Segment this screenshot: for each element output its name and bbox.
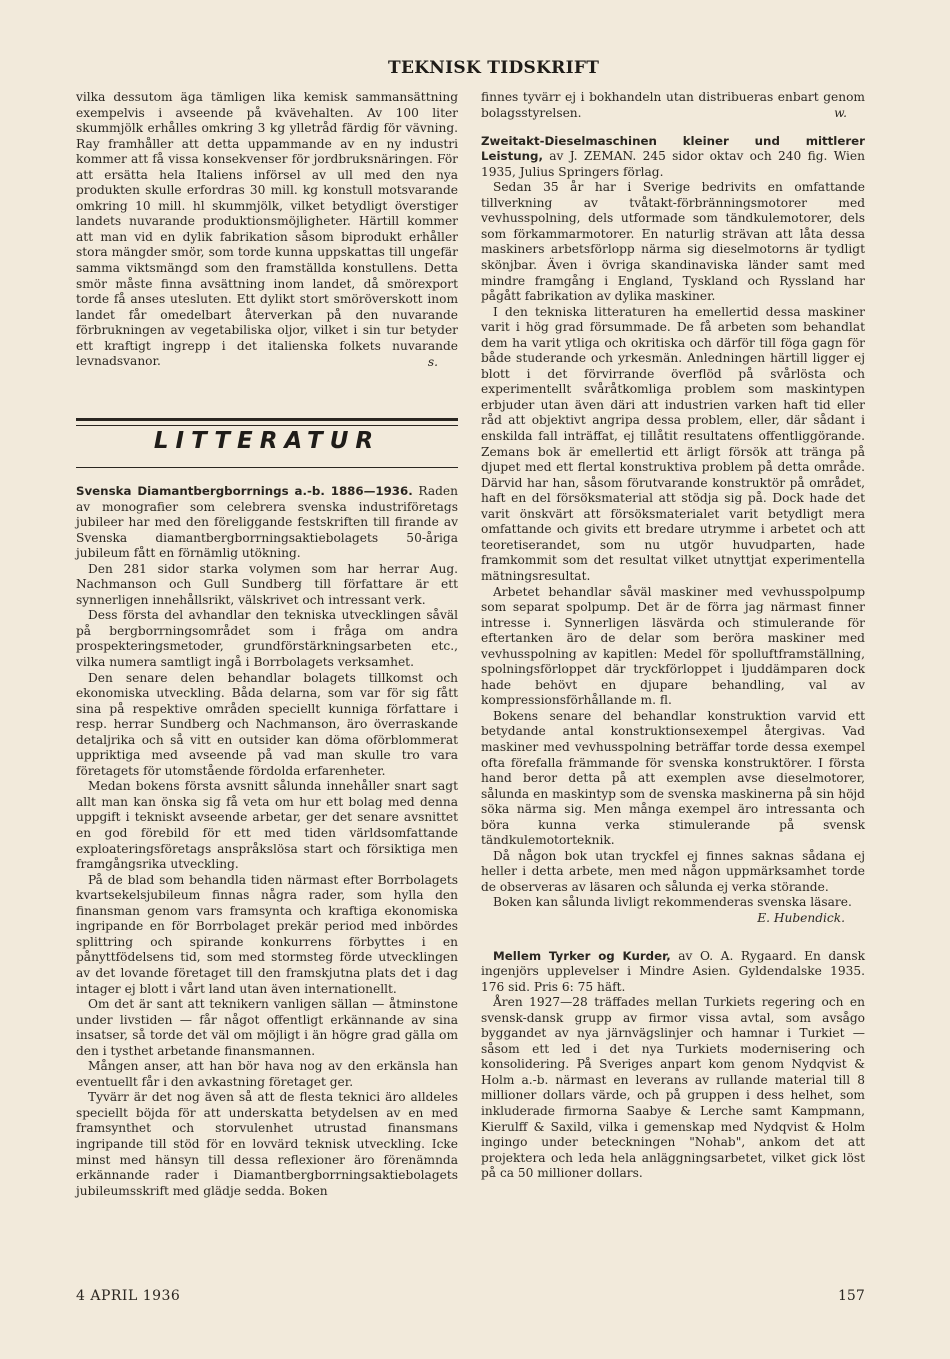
review2-lead: av J. ZEMAN. 245 sidor oktav och 240 fig. Wien 1935, Julius Springers förlag.: [481, 149, 865, 179]
intro-paragraph: vilka dessutom äga tämligen lika kemisk sammansättning exempelvis i avseende på kvävehalten. Av 100 liter skummjölk erhålles omkring 3 kg ylletråd färdig för vävning. Ray framhåller att detta uppammande av en ny industri kommer att få vissa konsekvenser för jordbruksnäringen. För att ersätta hela Italiens införsel av ull med den nya produkten skulle erfordras 30 mill. kg konstull motsvarande omkring 10 mill. hl skummjölk, vilket betydligt överstiger landets nuvarande produktionsmöjligheter. Härtill kommer att man vid en dylik fabrikation såsom biprodukt erhåller stora mängder smör, som torde kunna uppskattas till ungefär samma viktsmängd som den framställda konstullens. Detta smör måste finna avsättning inom landet, då smörexport torde få anses utesluten. Ett dylikt stort smöröverskott inom landet får omedelbart återverkan på den nuvarande förbrukningen av vegetabiliska oljor, vilket i sin tur betyder ett kraftigt ingrepp i det italienska folkets nuvarande levnadsvanor.: [76, 90, 458, 369]
continuation-signature: w.: [834, 106, 847, 121]
review2-paragraph: I den tekniska litteraturen ha emellertid dessa maskiner varit i hög grad försummade. De få arbeten som behandlat dem ha varit ytliga och okritiska och därför till föga gagn för både studerande och yrkesmän. Anledningen härtill ligger ej blott i det förvirrande överflöd på svårlösta och experimentellt svåråtkomliga problem som maskintypen erbjuder utan även däri att industrien varken haft tid eller råd att objektivt angripa dessa problem, eller, där sådant i enskilda fall inträffat, ej tillåtit resultatens offentliggörande. Zemans bok är emellertid ett ärligt försök att tränga på djupet med ett flertal konstruktiva problem på detta område. Därvid har han, såsom förutvarande konstruktör på området, haft en del försöksmaterial att stödja sig på. Dock hade det varit önskvärt att försöksmaterialet varit betydligt mera omfattande och givits ett bredare utrymme i arbetet och att teoretiserandet, som nu utgör huvudparten, hade framkommit som det resultat vilket utnyttjat experimentella mätningsresultat.: [481, 304, 865, 583]
review1-paragraph: Medan bokens första avsnitt sålunda innehåller snart sagt allt man kan önska sig få veta om hur ett bolag med denna uppgift i tekniskt avseende arbetar, ger det senare avsnittet en god förebild för ett med tiden världsomfattande exploateringsföretags anspråkslösa start och försiktiga men framgångsrika utveckling.: [76, 779, 458, 872]
review2-last: Boken kan sålunda livligt rekommenderas svenska läsare.: [493, 895, 852, 910]
review2-paragraph: Arbetet behandlar såväl maskiner med vevhusspolpump som separat spolpump. Det är de förra jag närmast finner intresse i. Synnerligen läsvärda och stimulerande för eftertanken äro de delar som beröra maskiner med vevhusspolning av kapitlen: Medel för spolluftframställning, spolningsförloppet där tryckförloppet i ljuddämparen dock hade behövt en djupare behandling, val av kompressionsförhållande m. fl.: [481, 584, 865, 708]
review1-paragraph: Den senare delen behandlar bolagets tillkomst och ekonomiska utveckling. Båda delarna, som var för sig fått sina på respektive områden speciellt kunniga författare i resp. herrar Sundberg och Nachmanson, äro överraskande detaljrika och så vitt en outsider kan döma oförblommerat uppriktiga med avseende på vad man skulle tro vara företagets för utomstående fördolda erfarenheter.: [76, 670, 458, 778]
review2-title: Zweitakt-Dieselmaschinen kleiner und mittlerer Leistung,: [481, 133, 865, 164]
review2-closing: [481, 895, 865, 911]
review2-paragraph: Sedan 35 år har i Sverige bedrivits en omfattande tillverkning av tvåtakt-förbränningsmotorer med vevhusspolning, dels utformade som tändkulemotorer, dels som förkammarmotorer. En naturlig strävan att låta dessa maskiners arbetsförlopp närma sig dieselmotorns är tydligt skönjbar. Även i övriga skandinaviska länder samt med mindre framgång i England, Tyskland och Ryssland har pågått fabrikation av dylika maskiner.: [481, 180, 865, 304]
footer-page-number: 157: [838, 1288, 865, 1304]
right-column: [481, 90, 865, 1182]
review1-paragraph: Om det är sant att teknikern vanligen sällan — åtminstone under livstiden — får något offentligt erkännande av sina insatser, så torde det väl om möjligt i än högre grad gälla om den i tysthet arbetande finansmannen.: [76, 997, 458, 1058]
review2-heading: [481, 134, 865, 181]
section-rule-bottom: [76, 467, 458, 468]
review3-paragraph: Åren 1927—28 träffades mellan Turkiets regering och en svensk-dansk grupp av firmor vissa avtal, som avsågo byggandet av nya järnvägslinjer och hamnar i Turkiet — såsom ett led i det nya Turkiets modernisering och konsolidering. På Sveriges anpart kom genom Nydqvist & Holm a.-b. närmast en leverans av rullande material till 8 millioner dollars värde, och på gruppen i dess helhet, som inkluderade firmorna Saabye & Lerche samt Kampmann, Kierulff & Saxild, vilka i gemenskap med Nydqvist & Holm ingingo under beteckningen "Nohab", ankom det att projektera och leda hela anläggningsarbetet, vilket gick löst på ca 50 millioner dollars.: [481, 995, 865, 1181]
review1-paragraph: Dess första del avhandlar den tekniska utvecklingen såväl på bergborrningsområdet som i fråga om andra prospekteringsmetoder, grundförstärkningsarbeten etc., vilka numera samtligt ingå i Borrbolagets verksamhet.: [76, 608, 458, 670]
spacer: [481, 122, 865, 134]
review1-paragraph: Mången anser, att han bör hava nog av den erkänsla han eventuellt får i den avkastning företaget ger.: [76, 1059, 458, 1089]
footer-date: 4 APRIL 1936: [76, 1288, 181, 1304]
spacer: [481, 927, 865, 949]
section-title: LITTERATUR: [153, 428, 381, 454]
section-rule-top: [76, 418, 458, 426]
review3-heading: [481, 949, 865, 996]
review1-paragraph: På de blad som behandla tiden närmast efter Borrbolagets kvartsekelsjubileum finnas några rader, som hylla den finansman genom vars framsynta och kraftiga ekonomiska ingripande en för Borrbolaget prekär period med inbördes splittring och spirande konkurrens förbyttes i en pånyttfödelsens tid, som med stormsteg förde utvecklingen av det lovande företaget till den framskjutna plats det i dag intager ej blott i vårt land utan även internationellt.: [76, 872, 458, 996]
review2-paragraph: Då någon bok utan tryckfel ej finnes saknas sådana ej heller i detta arbete, men med någon uppmärksamhet torde de observeras av läsaren och sålunda ej verka störande.: [481, 848, 865, 894]
intro-signature: s.: [427, 354, 438, 369]
review3-lead: av O. A. Rygaard. En dansk ingenjörs upplevelser i Mindre Asien. Gyldendalske 1935. 176 sid. Pris 6: 75 häft.: [481, 948, 865, 994]
review1-heading: [76, 484, 458, 562]
review3-title: Mellem Tyrker og Kurder,: [493, 948, 671, 963]
left-column: [76, 90, 458, 370]
review2-paragraph: Bokens senare del behandlar konstruktion varvid ett betydande antal konstruktionsexempel återgivas. Vad maskiner med vevhusspolning beträffar torde dessa exempel ofta förefalla främmande för svenska konstruktörer. I första hand beror detta på att exemplen avse dieselmotorer, sålunda en maskintyp som de svenska maskinerna på sin höjd söka närma sig. Men många exempel äro intressanta och böra kunna verka stimulerande på svensk tändkulemotorteknik.: [481, 708, 865, 848]
journal-header: TEKNISK TIDSKRIFT: [388, 58, 600, 78]
continuation-text: finnes tyvärr ej i bokhandeln utan distribueras enbart genom bolagsstyrelsen.: [481, 90, 865, 120]
review2-signature: E. Hubendick.: [757, 910, 845, 925]
review1-paragraph: Tyvärr är det nog även så att de flesta teknici äro alldeles speciellt böjda för att underskatta betydelsen av en med framsynthet och storvulenhet utrustad finansmans ingripande till stöd för en lovvärd teknisk utveckling. Icke minst med hänsyn till dessa reflexioner äro förenämnda erkännande rader i Diamantbergborrningsaktiebolagets jubileumsskrift med glädje sedda. Boken: [76, 1090, 458, 1198]
review1-title: Svenska Diamantbergborrnings a.-b. 1886—1936.: [76, 484, 413, 498]
left-column-reviews: [76, 484, 458, 1199]
continuation: [481, 90, 865, 121]
review1-lead: Raden av monografier som celebrera svenska industriföretags jubileer har med den föreliggande festskriften till firande av Svenska diamantbergborrningsaktiebolagets 50-åriga jubileum fått en förnämlig utökning.: [76, 484, 458, 561]
review1-paragraph: Den 281 sidor starka volymen som har herrar Aug. Nachmanson och Gull Sundberg till författare är ett synnerligen innehållsrikt, välskrivet och intressant verk.: [76, 561, 458, 607]
